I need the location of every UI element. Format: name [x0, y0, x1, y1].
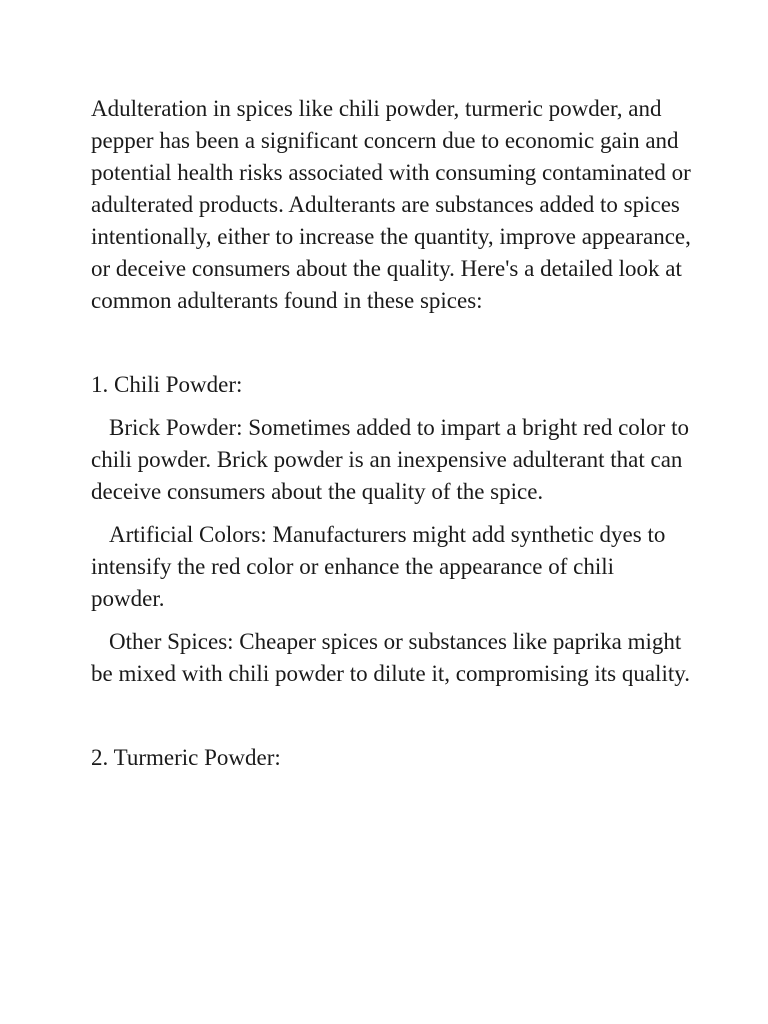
- section-heading-turmeric-powder: 2. Turmeric Powder:: [91, 745, 281, 770]
- adulterant-item-other-spices: Other Spices: Cheaper spices or substances like paprika might be mixed with chili powder to dilute it, compromising its quality.: [91, 629, 690, 686]
- intro-paragraph: Adulteration in spices like chili powder, turmeric powder, and pepper has been a significant concern due to economic gain and potential health risks associated with consuming contaminated or adulterated products. Adulterants are substances added to spices intentionally, either to increase the quantity, improve appearance, or deceive consumers about the quality. Here's a detailed look at common adulterants found in these spices:: [91, 96, 691, 313]
- adulterant-item-brick-powder: Brick Powder: Sometimes added to impart a bright red color to chili powder. Brick powder is an inexpensive adulterant that can deceive consumers about the quality of the spice.: [91, 415, 689, 504]
- document-page: [91, 93, 691, 785]
- adulterant-item-artificial-colors: Artificial Colors: Manufacturers might add synthetic dyes to intensify the red color or enhance the appearance of chili powder.: [91, 522, 666, 611]
- section-heading-chili-powder: 1. Chili Powder:: [91, 372, 243, 397]
